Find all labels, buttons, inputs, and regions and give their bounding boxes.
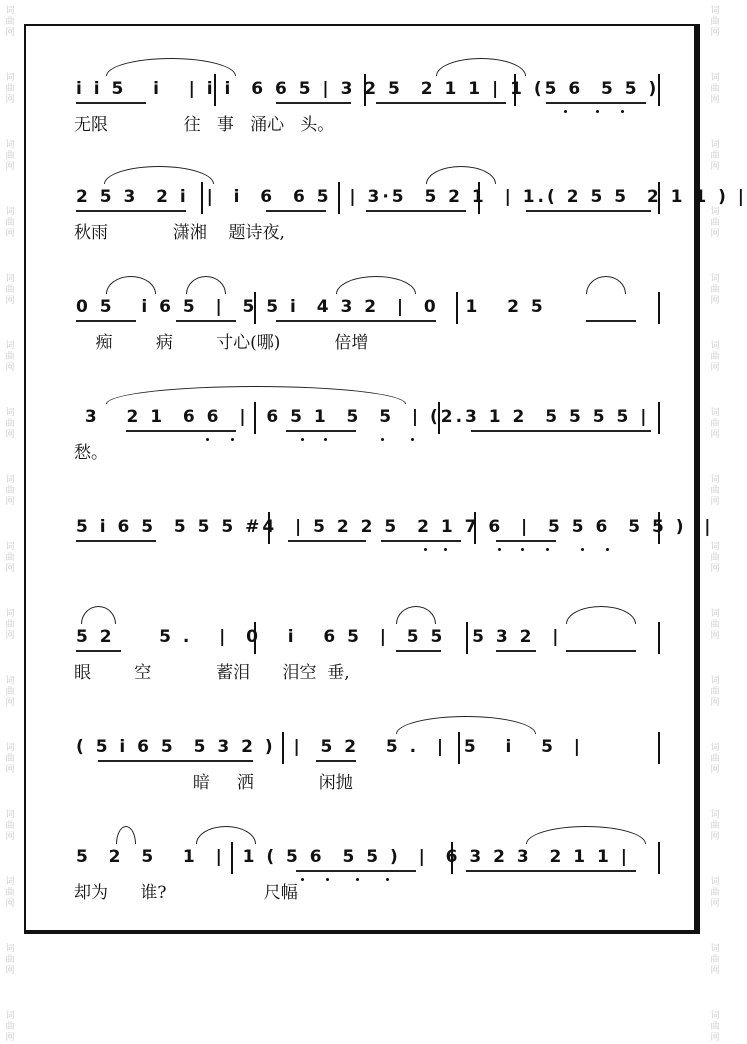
watermark-char: 曲: [5, 419, 15, 429]
watermark-char: 词: [710, 73, 720, 83]
watermark-char: 词: [5, 877, 15, 887]
score-row-2: [26, 134, 747, 244]
watermark-char: 曲: [710, 352, 720, 362]
watermark-char: 曲: [5, 486, 15, 496]
watermark-char: 网: [5, 765, 15, 775]
beam-underline: [76, 320, 136, 322]
watermark-char: 曲: [710, 285, 720, 295]
low-octave-dot: [231, 438, 234, 441]
beam-underline: [586, 320, 636, 322]
watermark-char: 曲: [5, 1022, 15, 1032]
score-row-3: [26, 244, 694, 354]
low-octave-dot: [324, 438, 327, 441]
watermark-char: 网: [5, 966, 15, 976]
right-watermark-strip: [705, 0, 725, 1043]
slur: [396, 716, 536, 734]
watermark: [710, 944, 719, 977]
watermark-char: 网: [5, 698, 15, 708]
lyrics-line: 暗 洒 闲抛: [74, 773, 353, 793]
watermark-char: 网: [5, 95, 15, 105]
beam-underline: [376, 102, 506, 104]
watermark: [5, 73, 14, 106]
low-octave-dot: [606, 548, 609, 551]
watermark-char: 曲: [710, 17, 720, 27]
watermark: [710, 140, 719, 173]
lyrics-line: 痴 病 寸心(哪) 倍增: [74, 333, 369, 353]
beam-underline: [466, 870, 636, 872]
watermark: [5, 341, 14, 374]
watermark-char: 词: [710, 341, 720, 351]
watermark-char: 词: [5, 341, 15, 351]
watermark-char: 词: [710, 743, 720, 753]
watermark-char: 曲: [710, 84, 720, 94]
watermark-char: 词: [5, 810, 15, 820]
watermark-char: 曲: [5, 955, 15, 965]
watermark-char: 曲: [5, 285, 15, 295]
slur: [106, 58, 236, 76]
low-octave-dot: [326, 878, 329, 881]
score-row-5: [26, 464, 714, 574]
low-octave-dot: [564, 110, 567, 113]
beam-underline: [176, 320, 236, 322]
beam-underline: [286, 430, 356, 432]
watermark: [710, 810, 719, 843]
low-octave-dot: [581, 548, 584, 551]
jianpu-notes: 5 2 5 . | 0 i 6 5 | 5 5 5 3 2 |: [76, 627, 562, 647]
jianpu-notes: ( 5 i 6 5 5 3 2 ) | 5 2 5 . | 5 i 5 |: [76, 737, 583, 757]
low-octave-dot: [356, 878, 359, 881]
watermark-char: 词: [5, 743, 15, 753]
slur: [426, 166, 496, 184]
beam-underline: [526, 210, 651, 212]
watermark: [5, 609, 14, 642]
watermark-char: 网: [5, 28, 15, 38]
watermark-char: 曲: [5, 84, 15, 94]
slur: [106, 386, 406, 404]
watermark: [710, 341, 719, 374]
beam-underline: [76, 210, 186, 212]
watermark-char: 词: [710, 408, 720, 418]
watermark-char: 网: [5, 497, 15, 507]
low-octave-dot: [411, 438, 414, 441]
lyrics-line: 秋雨 潇湘 题诗夜,: [74, 223, 285, 243]
low-octave-dot: [206, 438, 209, 441]
watermark-char: 曲: [710, 955, 720, 965]
watermark: [5, 810, 14, 843]
beam-underline: [566, 650, 636, 652]
watermark: [710, 676, 719, 709]
watermark-char: 网: [5, 631, 15, 641]
watermark-char: 词: [710, 810, 720, 820]
watermark-char: 网: [710, 229, 720, 239]
score-row-7: [26, 684, 694, 794]
jianpu-notes: 5 i 6 5 5 5 5 #4 | 5 2 2 5 2 1 7 6 | 5 5 6 5 5 ) |: [76, 517, 714, 537]
beam-underline: [76, 540, 156, 542]
watermark: [5, 676, 14, 709]
slur: [196, 826, 256, 844]
watermark-char: 网: [710, 899, 720, 909]
lyrics-line: [74, 552, 674, 576]
watermark-char: 曲: [710, 486, 720, 496]
watermark-char: 曲: [5, 151, 15, 161]
watermark-char: 网: [5, 363, 15, 373]
watermark-char: 网: [710, 296, 720, 306]
watermark: [5, 877, 14, 910]
watermark: [710, 475, 719, 508]
score-row-1: [26, 26, 694, 136]
watermark-char: 网: [710, 765, 720, 775]
watermark-char: 词: [710, 475, 720, 485]
watermark-char: 词: [5, 140, 15, 150]
low-octave-dot: [386, 878, 389, 881]
watermark: [5, 6, 14, 39]
slur: [81, 606, 116, 624]
watermark-char: 网: [710, 430, 720, 440]
watermark: [710, 408, 719, 441]
low-octave-dot: [444, 548, 447, 551]
watermark-char: 曲: [5, 888, 15, 898]
watermark-char: 曲: [710, 218, 720, 228]
watermark-char: 词: [710, 676, 720, 686]
watermark-char: 词: [710, 609, 720, 619]
beam-underline: [381, 540, 461, 542]
watermark-char: 网: [710, 1033, 720, 1043]
low-octave-dot: [424, 548, 427, 551]
watermark-char: 词: [710, 6, 720, 16]
watermark: [710, 877, 719, 910]
low-octave-dot: [498, 548, 501, 551]
slur: [116, 826, 136, 844]
watermark-char: 词: [5, 609, 15, 619]
watermark-char: 曲: [5, 754, 15, 764]
watermark: [710, 207, 719, 240]
low-octave-dot: [301, 438, 304, 441]
slur: [396, 606, 436, 624]
beam-underline: [396, 650, 441, 652]
watermark: [5, 1011, 14, 1044]
watermark-char: 网: [5, 899, 15, 909]
beam-underline: [276, 102, 351, 104]
beam-underline: [76, 102, 146, 104]
watermark-char: 曲: [710, 419, 720, 429]
low-octave-dot: [596, 110, 599, 113]
watermark-char: 曲: [710, 754, 720, 764]
watermark-char: 词: [5, 475, 15, 485]
watermark: [5, 475, 14, 508]
beam-underline: [266, 210, 326, 212]
beam-underline: [276, 320, 436, 322]
watermark-char: 曲: [5, 687, 15, 697]
watermark: [5, 743, 14, 776]
left-watermark-strip: [0, 0, 20, 1043]
watermark-char: 词: [710, 140, 720, 150]
watermark-char: 网: [710, 564, 720, 574]
beam-underline: [546, 102, 646, 104]
watermark-char: 曲: [710, 1022, 720, 1032]
watermark-char: 网: [5, 229, 15, 239]
beam-underline: [471, 430, 651, 432]
slur: [526, 826, 646, 844]
watermark: [710, 73, 719, 106]
watermark: [710, 1011, 719, 1044]
watermark-char: 曲: [5, 553, 15, 563]
watermark-char: 网: [710, 966, 720, 976]
beam-underline: [98, 760, 253, 762]
watermark-char: 网: [5, 1033, 15, 1043]
jianpu-notes: 5 2 5 1 | 1 ( 5 6 5 5 ) | 6 3 2 3 2 1 1 |: [76, 847, 630, 867]
slur: [586, 276, 626, 294]
watermark: [5, 408, 14, 441]
watermark-char: 词: [5, 542, 15, 552]
beam-underline: [496, 650, 536, 652]
watermark-char: 词: [710, 207, 720, 217]
slur: [336, 276, 416, 294]
jianpu-notes: 2 5 3 2 i | i 6 6 5 | 3·5 5 2 1 | 1.( 2 5 5 2 1 1 ) |: [76, 187, 747, 207]
low-octave-dot: [521, 548, 524, 551]
watermark-char: 网: [710, 28, 720, 38]
watermark-char: 网: [5, 296, 15, 306]
watermark-char: 网: [710, 832, 720, 842]
watermark-char: 曲: [5, 218, 15, 228]
watermark-char: 网: [710, 497, 720, 507]
watermark-char: 网: [710, 698, 720, 708]
watermark: [710, 609, 719, 642]
watermark: [5, 542, 14, 575]
lyrics-line: 愁。: [74, 443, 108, 463]
watermark: [710, 6, 719, 39]
watermark-char: 词: [5, 274, 15, 284]
jianpu-notes: 0 5 i 6 5 | 5 5 i 4 3 2 | 0 1 2 5: [76, 297, 546, 317]
slur: [566, 606, 636, 624]
slur: [106, 276, 156, 294]
watermark-char: 词: [5, 207, 15, 217]
watermark-char: 词: [5, 408, 15, 418]
beam-underline: [316, 760, 356, 762]
watermark-char: 网: [710, 95, 720, 105]
watermark-char: 词: [5, 73, 15, 83]
watermark-char: 词: [710, 274, 720, 284]
watermark: [5, 140, 14, 173]
watermark-char: 网: [5, 564, 15, 574]
watermark-char: 曲: [710, 620, 720, 630]
low-octave-dot: [381, 438, 384, 441]
watermark-char: 词: [710, 877, 720, 887]
watermark-char: 网: [710, 162, 720, 172]
score-row-6: [26, 574, 694, 684]
watermark-char: 曲: [710, 151, 720, 161]
watermark: [5, 207, 14, 240]
watermark-char: 网: [5, 832, 15, 842]
low-octave-dot: [301, 878, 304, 881]
watermark-char: 网: [5, 162, 15, 172]
low-octave-dot: [546, 548, 549, 551]
watermark: [5, 944, 14, 977]
beam-underline: [76, 650, 121, 652]
watermark-char: 曲: [710, 888, 720, 898]
slur: [436, 58, 526, 76]
jianpu-notes: 3 2 1 6 6 | 6 5 1 5 5 | (2.3 1 2 5 5 5 5 |: [76, 407, 650, 427]
watermark-char: 网: [710, 363, 720, 373]
watermark-char: 曲: [5, 352, 15, 362]
watermark-char: 词: [5, 676, 15, 686]
slur: [186, 276, 226, 294]
watermark-char: 词: [710, 944, 720, 954]
watermark-char: 网: [5, 430, 15, 440]
score-row-4: [26, 354, 694, 464]
jianpu-notes: i i 5 i | i i 6 6 5 | 3 2 5 2 1 1 | 1 (5 6 5 5 ): [76, 79, 660, 99]
watermark: [710, 274, 719, 307]
beam-underline: [288, 540, 366, 542]
watermark-char: 曲: [710, 553, 720, 563]
watermark-char: 词: [5, 1011, 15, 1021]
watermark-char: 曲: [5, 620, 15, 630]
watermark-char: 网: [710, 631, 720, 641]
lyrics-line: 无限 往 事 涌心 头。: [74, 115, 335, 135]
beam-underline: [496, 540, 556, 542]
watermark-char: 曲: [5, 821, 15, 831]
watermark-char: 曲: [710, 687, 720, 697]
watermark: [710, 542, 719, 575]
watermark-char: 词: [5, 6, 15, 16]
lyrics-line: 眼 空 蓄泪 泪空 垂,: [74, 663, 350, 683]
watermark-char: 曲: [710, 821, 720, 831]
watermark-char: 词: [5, 944, 15, 954]
watermark: [5, 274, 14, 307]
watermark-char: 词: [710, 1011, 720, 1021]
lyrics-line: 却为 谁? 尺幅: [74, 883, 298, 903]
watermark-char: 曲: [5, 17, 15, 27]
score-sheet: [24, 24, 747, 934]
low-octave-dot: [621, 110, 624, 113]
watermark: [710, 743, 719, 776]
watermark-char: 词: [710, 542, 720, 552]
beam-underline: [366, 210, 466, 212]
slur: [104, 166, 214, 184]
score-row-8: [26, 794, 694, 904]
beam-underline: [126, 430, 236, 432]
beam-underline: [296, 870, 416, 872]
